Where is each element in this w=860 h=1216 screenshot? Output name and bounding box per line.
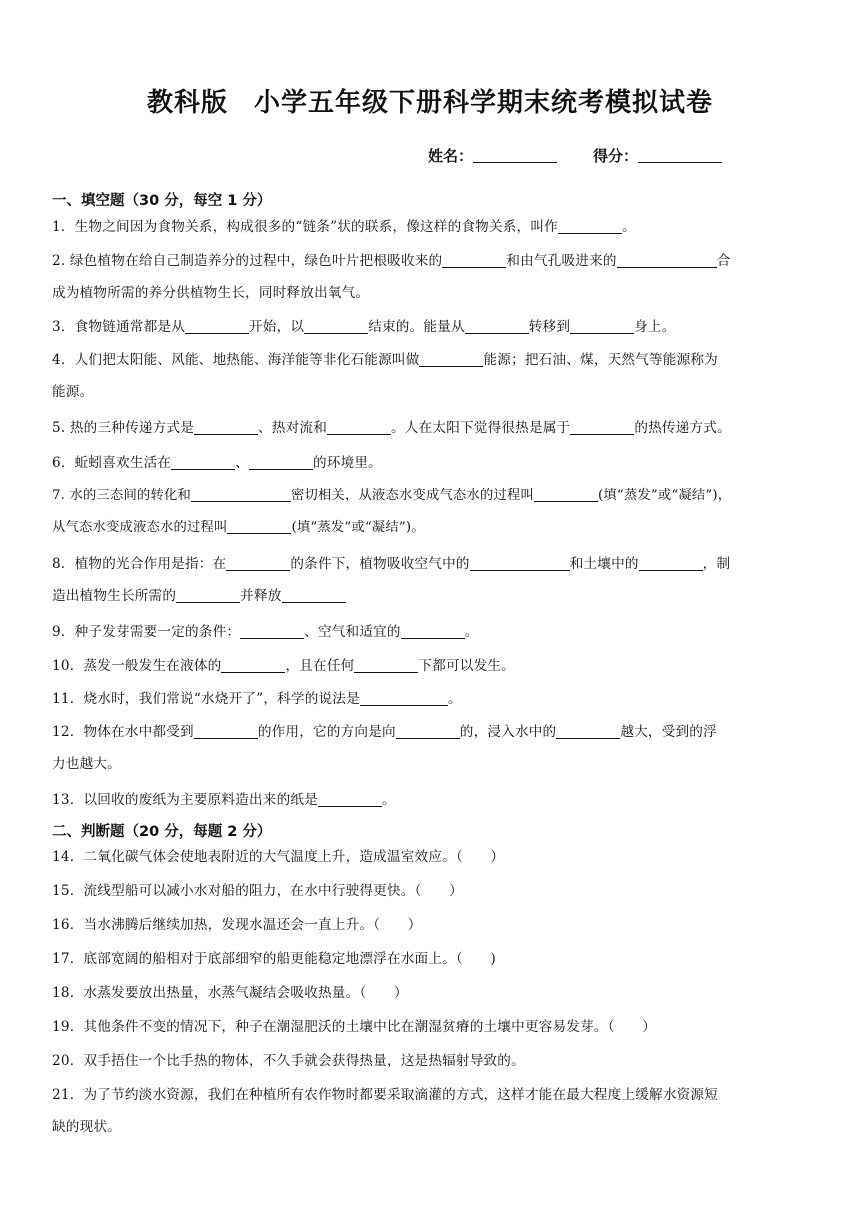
- question-14: 14．二氧化碳气体会使地表附近的大气温度上升，造成温室效应。（ ）: [52, 849, 505, 865]
- question-text: 21．为了节约淡水资源，我们在种植所有农作物时都要采取滴灌的方式，这样才能在最大程度上缓解水资源短: [52, 1087, 718, 1103]
- question-text: 8．植物的光合作用是指：在: [52, 556, 227, 572]
- question-text: 密切相关，从液态水变成气态水的过程叫: [291, 488, 534, 503]
- question-7: [52, 480, 810, 544]
- title-main: 小学五年级下册科学期末统考模拟试卷: [254, 88, 714, 118]
- question-text: 缺的现状。: [52, 1119, 121, 1135]
- question-15: 15．流线型船可以减小水对船的阻力，在水中行驶得更快。（ ）: [52, 883, 463, 899]
- question-text: 身上。: [634, 319, 676, 335]
- answer-blank[interactable]: [176, 587, 240, 603]
- question-text: ，制: [702, 556, 731, 572]
- question-18: 18．水蒸发要放出热量，水蒸气凝结会吸收热量。（ ）: [52, 985, 408, 1001]
- question-text: 成为植物所需的养分供植物生长，同时释放出氧气。: [52, 285, 370, 301]
- question-text: 1．生物之间因为食物关系，构成很多的“链条”状的联系，像这样的食物关系，叫作: [52, 219, 558, 235]
- answer-blank[interactable]: [194, 723, 258, 739]
- question-6: [52, 447, 810, 479]
- question-5: [52, 412, 810, 444]
- question-3: [52, 311, 810, 343]
- question-text: 、: [235, 455, 249, 471]
- title-publisher: 教科版: [146, 88, 228, 118]
- answer-blank[interactable]: [534, 486, 598, 502]
- answer-blank[interactable]: [639, 555, 703, 571]
- answer-blank[interactable]: [442, 252, 506, 268]
- name-blank[interactable]: [473, 148, 557, 163]
- question-4: [52, 344, 810, 408]
- answer-blank[interactable]: [227, 518, 291, 534]
- answer-blank[interactable]: [360, 690, 448, 706]
- question-10: [52, 650, 810, 682]
- answer-blank[interactable]: [396, 723, 460, 739]
- question-text: 12．物体在水中都受到: [52, 724, 194, 740]
- answer-blank[interactable]: [470, 555, 570, 571]
- answer-blank[interactable]: [465, 318, 529, 334]
- question-text: 10．蒸发一般发生在液体的: [52, 658, 222, 674]
- question-text: 越大，受到的浮: [620, 724, 717, 740]
- question-text: 合: [716, 253, 731, 269]
- question-text: 从气态水变成液态水的过程叫: [52, 520, 228, 535]
- answer-blank[interactable]: [327, 419, 391, 435]
- question-1: [52, 211, 810, 243]
- question-20: 20．双手捂住一个比手热的物体，不久手就会获得热量，这是热辐射导致的。: [52, 1053, 525, 1069]
- question-text: 造出植物生长所需的: [52, 588, 177, 604]
- question-text: 13．以回收的废纸为主要原料造出来的纸是: [52, 792, 318, 808]
- question-text: 并释放: [240, 588, 282, 604]
- question-text: 转移到: [528, 319, 571, 335]
- question-text: 。: [381, 792, 396, 808]
- question-9: [52, 616, 810, 648]
- answer-blank[interactable]: [171, 454, 235, 470]
- question-8: [52, 548, 810, 612]
- answer-blank[interactable]: [240, 623, 304, 639]
- page-title: [0, 82, 860, 119]
- question-text: 和由气孔吸进来的: [506, 253, 617, 269]
- question-text: 和土壤中的: [569, 556, 639, 572]
- answer-blank[interactable]: [249, 454, 313, 470]
- section-heading-fill-in: 一、填空题（30 分，每空 1 分）: [52, 193, 272, 209]
- question-text: 3．食物链通常都是从: [52, 319, 185, 335]
- answer-blank[interactable]: [570, 419, 634, 435]
- answer-blank[interactable]: [570, 318, 634, 334]
- question-text: 结束的。能量从: [368, 319, 465, 335]
- question-2: [52, 245, 810, 309]
- question-text: 11．烧水时，我们常说“水烧开了”，科学的说法是: [52, 691, 360, 707]
- question-text: 开始，以: [249, 319, 305, 335]
- question-text: 、空气和适宜的: [304, 624, 401, 640]
- answer-blank[interactable]: [221, 657, 285, 673]
- answer-blank[interactable]: [194, 419, 258, 435]
- question-text: 能源；把石油、煤，天然气等能源称为: [483, 352, 718, 368]
- answer-blank[interactable]: [282, 587, 346, 603]
- question-text: 的环境里。: [313, 455, 382, 471]
- question-text: ，且在任何: [285, 658, 355, 674]
- question-text: 能源。: [52, 384, 94, 400]
- answer-blank[interactable]: [558, 218, 622, 234]
- question-text: 5. 热的三种传递方式是: [52, 420, 195, 436]
- question-17: 17．底部宽阔的船相对于底部细窄的船更能稳定地漂浮在水面上。（ ): [52, 951, 497, 967]
- question-text: 的作用，它的方向是向: [257, 724, 396, 740]
- question-text: 9．种子发芽需要一定的条件：: [52, 624, 241, 640]
- answer-blank[interactable]: [419, 351, 483, 367]
- question-text: (填“蒸发”或“凝结”)，: [597, 488, 732, 503]
- question-text: 的条件下，植物吸收空气中的: [290, 556, 470, 572]
- question-text: 的，浸入水中的: [459, 724, 557, 740]
- student-info: [428, 145, 722, 166]
- question-text: 、热对流和: [258, 420, 328, 436]
- answer-blank[interactable]: [401, 623, 465, 639]
- question-text: (填“蒸发”或“凝结”)。: [291, 520, 425, 535]
- answer-blank[interactable]: [191, 486, 291, 502]
- score-blank[interactable]: [638, 148, 722, 163]
- question-text: 。: [621, 219, 636, 235]
- answer-blank[interactable]: [185, 318, 249, 334]
- question-text: 下都可以发生。: [418, 658, 515, 674]
- answer-blank[interactable]: [226, 555, 290, 571]
- question-text: 7. 水的三态间的转化和: [52, 488, 191, 503]
- question-12: [52, 716, 810, 780]
- answer-blank[interactable]: [617, 252, 717, 268]
- question-text: 4．人们把太阳能、风能、地热能、海洋能等非化石能源叫做: [52, 352, 420, 368]
- question-text: 力也越大。: [52, 756, 121, 772]
- answer-blank[interactable]: [354, 657, 418, 673]
- section-heading-true-false: 二、判断题（20 分，每题 2 分）: [52, 824, 272, 840]
- question-text: 。: [464, 624, 479, 640]
- question-text: 2. 绿色植物在给自己制造养分的过程中，绿色叶片把根吸收来的: [52, 253, 443, 269]
- question-19: 19．其他条件不变的情况下，种子在潮湿肥沃的土壤中比在潮湿贫瘠的土壤中更容易发芽。（ ）: [52, 1019, 657, 1035]
- answer-blank[interactable]: [318, 791, 382, 807]
- question-13: [52, 784, 810, 816]
- question-text: 。人在太阳下觉得很热是属于: [391, 420, 571, 436]
- score-label: 得分：: [593, 147, 639, 165]
- answer-blank[interactable]: [556, 723, 620, 739]
- question-text: 。: [447, 691, 462, 707]
- question-16: 16．当水沸腾后继续加热，发现水温还会一直上升。（ ）: [52, 917, 422, 933]
- question-text: 的热传递方式。: [634, 420, 731, 436]
- answer-blank[interactable]: [304, 318, 368, 334]
- name-label: 姓名：: [428, 147, 474, 165]
- question-11: [52, 683, 810, 715]
- question-21: [52, 1079, 810, 1143]
- question-text: 6．蚯蚓喜欢生活在: [52, 455, 172, 471]
